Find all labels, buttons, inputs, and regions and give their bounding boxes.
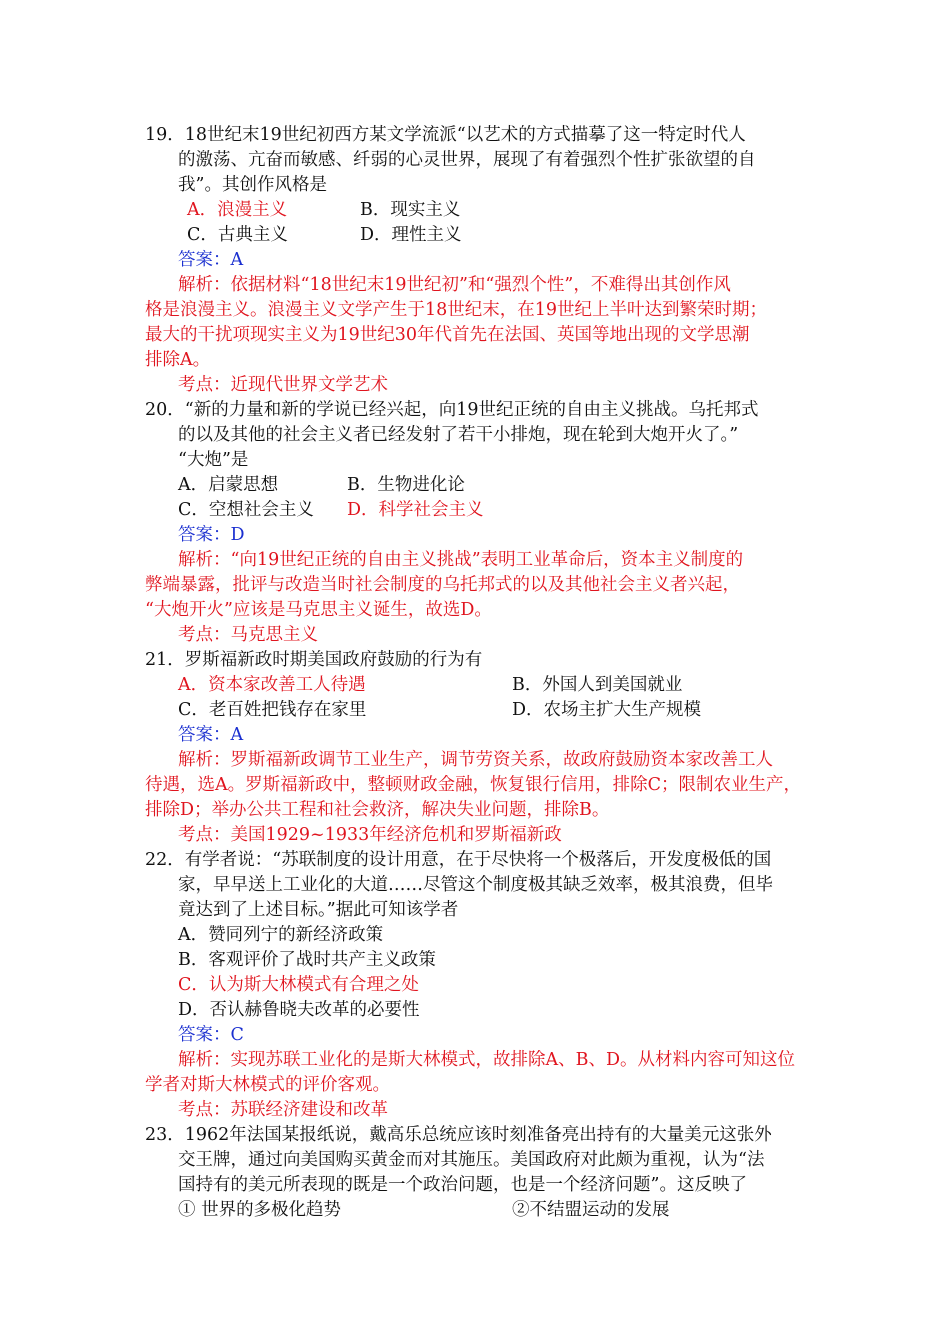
q20-option-a: A．启蒙思想 [178, 475, 279, 495]
q21-option-c: C．老百姓把钱存在家里 [178, 700, 367, 720]
q19-analysis-line-4: 排除A。 [145, 350, 211, 370]
q20-analysis-line-3: “大炮开火”应该是马克思主义诞生，故选D。 [145, 600, 492, 620]
q21-point: 考点：美国1929~1933年经济危机和罗斯福新政 [178, 825, 562, 845]
q22-analysis-line-1: 解析：实现苏联工业化的是斯大林模式，故排除A、B、D。从材料内容可知这位 [178, 1050, 796, 1070]
q19-point: 考点：近现代世界文学艺术 [178, 375, 388, 395]
q21-analysis-line-3: 排除D；举办公共工程和社会救济，解决失业问题，排除B。 [145, 800, 610, 820]
q23-stem-line-3: 国持有的美元所表现的既是一个政治问题，也是一个经济问题”。这反映了 [178, 1175, 747, 1195]
q22-option-b: B．客观评价了战时共产主义政策 [178, 950, 436, 970]
q22-option-c: C．认为斯大林模式有合理之处 [178, 975, 419, 995]
q19-option-a: A．浪漫主义 [187, 200, 288, 220]
q19-stem-line-1: 19．18世纪末19世纪初西方某文学流派“以艺术的方式描摹了这一特定时代人 [145, 125, 746, 145]
q19-stem-line-2: 的激荡、亢奋而敏感、纤弱的心灵世界，展现了有着强烈个性扩张欲望的自 [178, 150, 756, 170]
q21-option-b: B．外国人到美国就业 [512, 675, 683, 695]
q19-option-d: D．理性主义 [360, 225, 462, 245]
q19-analysis-line-1: 解析：依据材料“18世纪末19世纪初”和“强烈个性”，不难得出其创作风 [178, 275, 731, 295]
q22-analysis-line-2: 学者对斯大林模式的评价客观。 [145, 1075, 390, 1095]
q23-option-1: ① 世界的多极化趋势 [178, 1200, 342, 1220]
q20-answer: 答案：D [178, 525, 245, 545]
q21-option-d: D．农场主扩大生产规模 [512, 700, 702, 720]
q20-option-b: B．生物进化论 [347, 475, 465, 495]
q20-analysis-line-2: 弊端暴露，批评与改造当时社会制度的乌托邦式的以及其他社会主义者兴起， [145, 575, 740, 595]
q19-analysis-line-3: 最大的干扰项现实主义为19世纪30年代首先在法国、英国等地出现的文学思潮 [145, 325, 750, 345]
q23-stem-line-2: 交王牌，通过向美国购买黄金而对其施压。美国政府对此颇为重视，认为“法 [178, 1150, 765, 1170]
q20-option-d: D．科学社会主义 [347, 500, 484, 520]
q22-stem-line-2: 家，早早送上工业化的大道……尽管这个制度极其缺乏效率，极其浪费，但毕 [178, 875, 773, 895]
q20-analysis-line-1: 解析：“向19世纪正统的自由主义挑战”表明工业革命后，资本主义制度的 [178, 550, 744, 570]
q20-option-c: C．空想社会主义 [178, 500, 314, 520]
q20-stem-line-2: 的以及其他的社会主义者已经发射了若干小排炮，现在轮到大炮开火了。” [178, 425, 739, 445]
q21-analysis-line-1: 解析：罗斯福新政调节工业生产，调节劳资关系，故政府鼓励资本家改善工人 [178, 750, 773, 770]
q22-point: 考点：苏联经济建设和改革 [178, 1100, 388, 1120]
q23-stem-line-1: 23．1962年法国某报纸说，戴高乐总统应该时刻准备亮出持有的大量美元这张外 [145, 1125, 772, 1145]
q21-option-a: A．资本家改善工人待遇 [178, 675, 366, 695]
q22-stem-line-1: 22．有学者说：“苏联制度的设计用意，在于尽快将一个极落后，开发度极低的国 [145, 850, 772, 870]
q19-answer: 答案：A [178, 250, 244, 270]
q19-option-b: B．现实主义 [360, 200, 461, 220]
q20-point: 考点：马克思主义 [178, 625, 318, 645]
q22-answer: 答案：C [178, 1025, 244, 1045]
q22-option-a: A．赞同列宁的新经济政策 [178, 925, 384, 945]
q20-stem-line-3: “大炮”是 [178, 450, 249, 470]
q19-option-c: C．古典主义 [187, 225, 288, 245]
q20-stem-line-1: 20．“新的力量和新的学说已经兴起，向19世纪正统的自由主义挑战。乌托邦式 [145, 400, 759, 420]
q19-analysis-line-2: 格是浪漫主义。浪漫主义文学产生于18世纪末，在19世纪上半叶达到繁荣时期； [145, 300, 768, 320]
q21-answer: 答案：A [178, 725, 244, 745]
q22-stem-line-3: 竟达到了上述目标。”据此可知该学者 [178, 900, 459, 920]
q21-stem-line-1: 21．罗斯福新政时期美国政府鼓励的行为有 [145, 650, 483, 670]
q22-option-d: D．否认赫鲁晓夫改革的必要性 [178, 1000, 420, 1020]
q19-stem-line-3: 我”。其创作风格是 [178, 175, 327, 195]
q23-option-2: ②不结盟运动的发展 [512, 1200, 670, 1220]
q21-analysis-line-2: 待遇，选A。罗斯福新政中，整顿财政金融，恢复银行信用，排除C；限制农业生产， [145, 775, 802, 795]
